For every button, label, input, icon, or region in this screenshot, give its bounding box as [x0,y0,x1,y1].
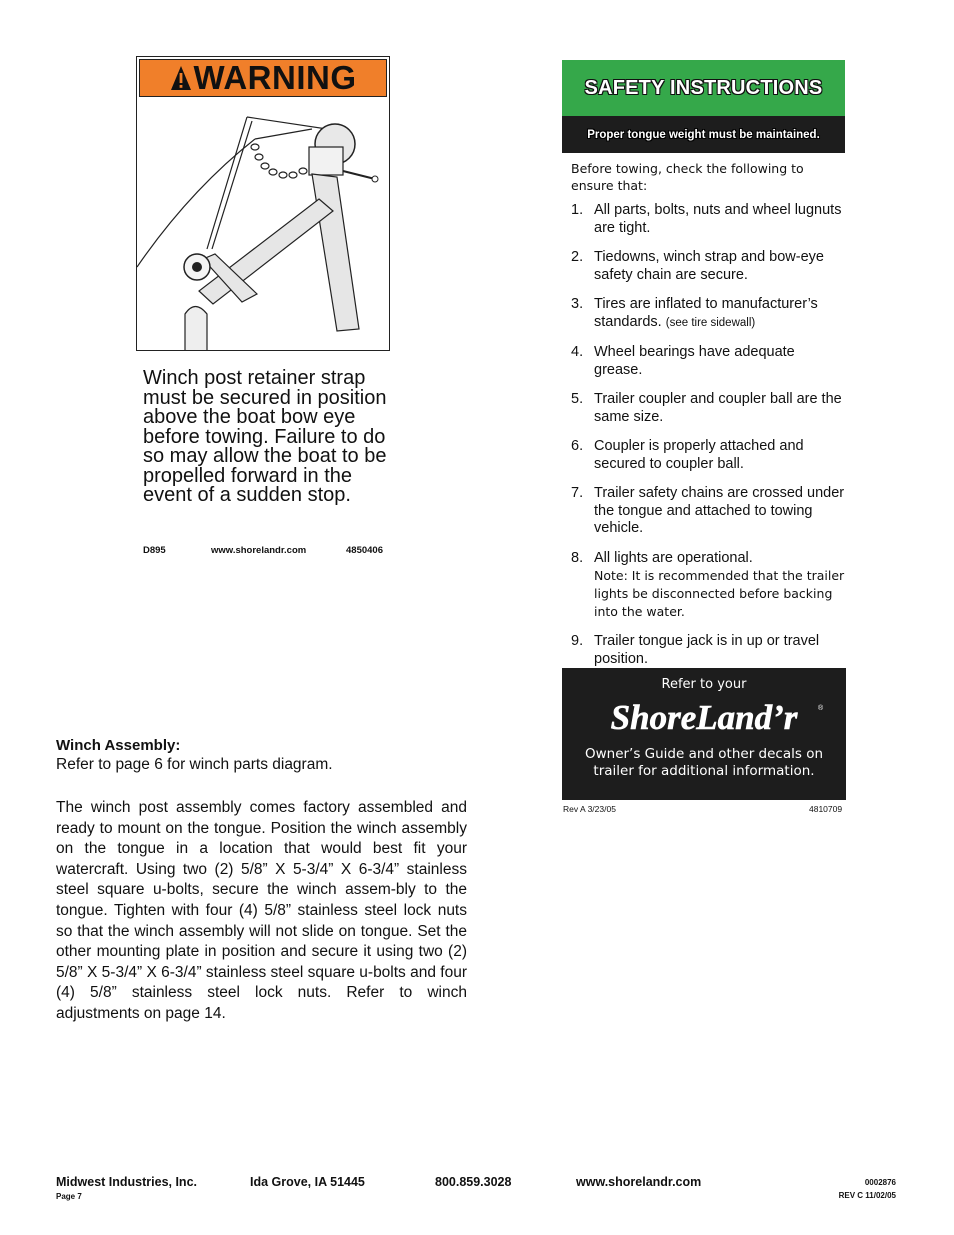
svg-text:ShoreLand’r: ShoreLand’r [610,698,798,737]
footer-phone: 800.859.3028 [435,1175,512,1189]
shorelandr-logo [562,696,846,738]
warning-decal [136,56,390,351]
decal-website: www.shorelandr.com [211,545,307,556]
safety-intro: Before towing, check the following to ensure that: [571,161,804,193]
list-item: 6. Coupler is properly attached and secured to coupler ball. [571,438,804,472]
list-item: 2. Tiedowns, winch strap and bow-eye safety chain are secure. [571,249,824,283]
winch-assembly-body: The winch post assembly comes factory assembled and ready to mount on the tongue. Position the winch assembly on the tongue in a location that would best fit your watercraft. Using two (2) 5/8” X 5-3/4” X 6-3/4” stainless steel square u-bolts, secure the winch assem-bly to the tongue. Tighten with four (4) 5/8” stainless steel lock nuts so that the winch assembly will not slide on tongue. Set the other mounting plate in position and secure it using two (2) 5/8” X 5-3/4” X 6-3/4” stainless steel square u-bolts and four (4) 5/8” stainless steel lock nuts. Refer to winch adjustments on page 14. [56,799,467,1022]
winch-post-illustration [137,99,389,350]
refer-bottom-text: Owner’s Guide and other decals on trailer for additional information. [584,746,824,779]
decal-part-number: 4850406 [346,545,383,556]
refer-box [562,668,846,800]
winch-assembly-reference: Refer to page 6 for winch parts diagram. [56,756,333,773]
footer-company: Midwest Industries, Inc. [56,1175,197,1189]
footer-document-number: 0002876 [864,1178,896,1187]
svg-text:®: ® [818,705,824,712]
refer-top-text: Refer to your [661,677,747,692]
decal-footer [143,545,393,556]
warning-message: Winch post retainer strap must be secured in position above the boat bow eye before towing. Failure to do so may allow the boat to be propelled forward in the event of a sudden stop. [143,367,387,506]
safety-decal-revision: Rev A 3/23/05 [563,804,616,814]
list-item: 9. Trailer tongue jack is in up or travel position. [571,633,820,667]
safety-subtitle: Proper tongue weight must be maintained. [587,128,820,141]
safety-decal-number: 4810709 [809,804,843,814]
warning-triangle-icon [170,65,192,91]
list-item: 8. All lights are operational. Note: It is recommended that the trailer lights be disconnected before backing into the water. [571,549,845,619]
footer-city: Ida Grove, IA 51445 [250,1175,365,1189]
winch-assembly-title: Winch Assembly: [56,737,181,754]
warning-header [139,59,387,97]
list-item: 3. Tires are inflated to manufacturer’s standards. (see tire sidewall) [571,296,818,330]
safety-checklist [571,202,846,668]
safety-title-band [562,60,845,116]
lights-note: Note: It is recommended that the trailer lights be disconnected before backing into the water. [594,568,845,619]
safety-title: SAFETY INSTRUCTIONS [584,76,823,99]
footer-revision: REV C 11/02/05 [838,1191,896,1200]
list-item: 7. Trailer safety chains are crossed under the tongue and attached to towing vehicle. [571,485,845,536]
list-item: 1. All parts, bolts, nuts and wheel lugnuts are tight. [571,202,842,236]
list-item: 5. Trailer coupler and coupler ball are the same size. [571,391,842,425]
safety-header [562,60,845,153]
warning-title: WARNING [193,59,357,96]
footer-page-number: Page 7 [56,1192,82,1201]
footer-website: www.shorelandr.com [576,1175,702,1189]
decal-code: D895 [143,545,166,556]
list-item: 4. Wheel bearings have adequate grease. [571,344,795,378]
